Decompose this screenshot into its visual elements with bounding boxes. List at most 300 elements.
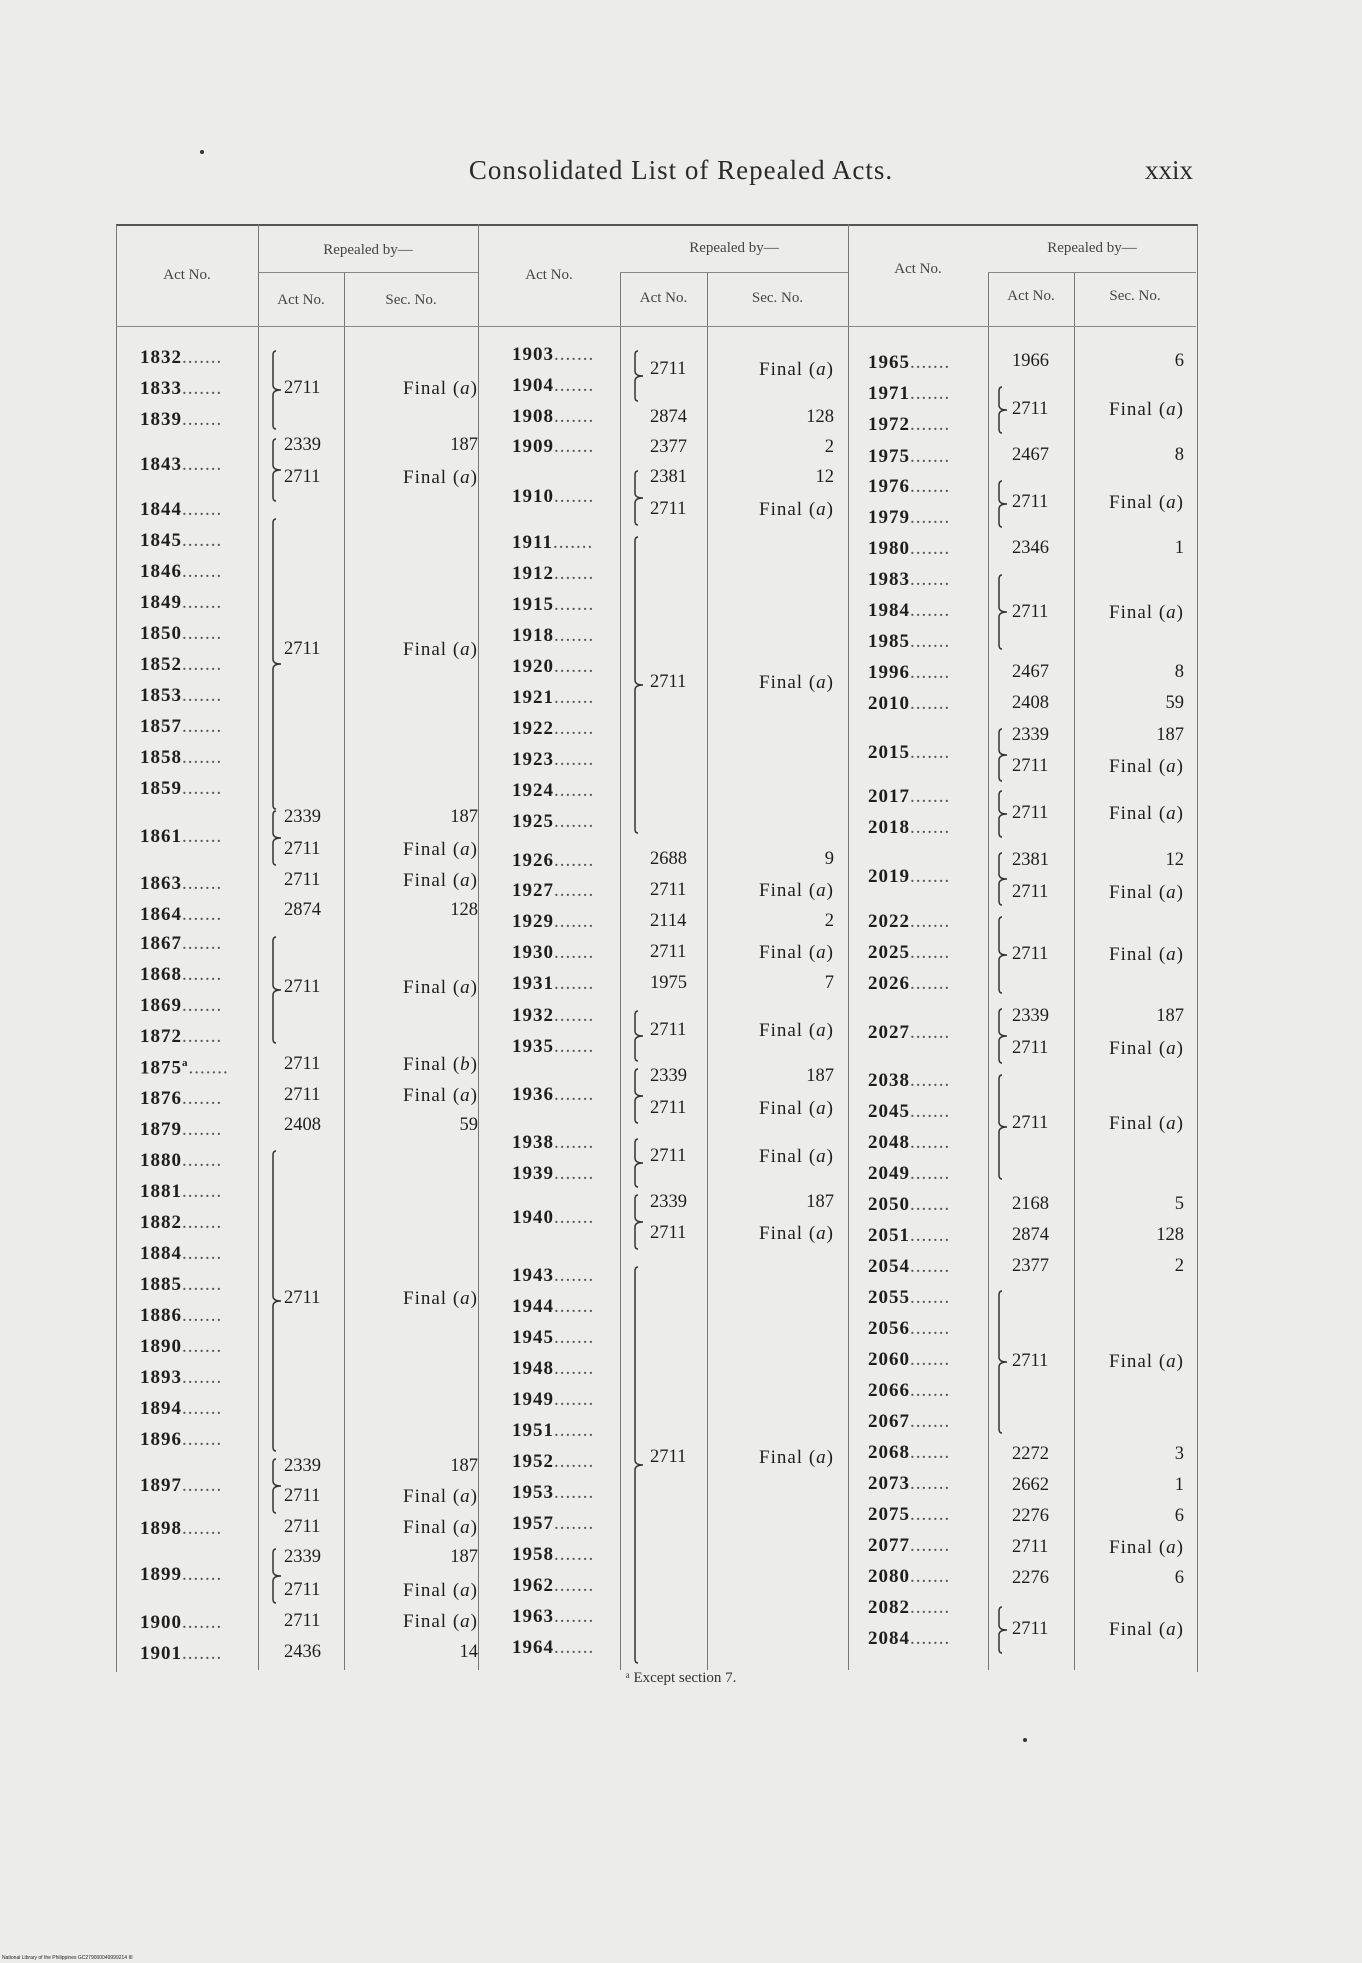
act-number-text: 1896: [140, 1429, 182, 1450]
final-label: Final (: [1109, 944, 1167, 965]
act-number-text: 1861: [140, 826, 182, 847]
repealing-act-number: 2339: [1012, 725, 1049, 745]
act-number: [868, 867, 950, 886]
act-number-text: 2084: [868, 1628, 910, 1649]
section-number: [1109, 493, 1184, 512]
section-number: [403, 1487, 478, 1506]
act-number-text: 1929: [512, 911, 554, 932]
section-number: 8: [1174, 445, 1184, 465]
act-number: [512, 1483, 594, 1502]
header-repealed-by: Repealed by—: [323, 242, 413, 258]
act-number: [512, 1638, 594, 1657]
final-letter: a: [1166, 1619, 1177, 1640]
section-number: 187: [1156, 725, 1184, 745]
repealing-act-number: 2711: [1012, 1351, 1049, 1371]
grouping-brace: [272, 438, 284, 502]
repealing-act-number: 2711: [284, 639, 321, 659]
act-number: [140, 779, 222, 798]
act-number: [868, 1226, 950, 1245]
repealing-act-number: 2339: [284, 807, 321, 827]
act-number-text: 1853: [140, 685, 182, 706]
act-number: [512, 437, 594, 456]
grouping-brace: [272, 936, 284, 1044]
leader-dots: .......: [554, 973, 595, 994]
repealing-act-number: 2168: [1012, 1194, 1049, 1214]
repealing-act-number: 2711: [1012, 399, 1049, 419]
leader-dots: .......: [182, 1564, 223, 1585]
act-number: [140, 1213, 222, 1232]
act-number-text: 2066: [868, 1380, 910, 1401]
act-number: [512, 943, 594, 962]
act-number: [512, 345, 594, 364]
leader-dots: .......: [910, 1163, 951, 1184]
footnote: ᵃ Except section 7.: [625, 1670, 737, 1686]
repealing-act-number: 2711: [650, 880, 687, 900]
act-number-text: 1868: [140, 964, 182, 985]
leader-dots: .......: [554, 625, 595, 646]
act-number: [868, 1412, 950, 1431]
repealing-act-number: 2711: [650, 942, 687, 962]
section-number: [403, 379, 478, 398]
repealing-act-number: 2711: [284, 870, 321, 890]
leader-dots: .......: [910, 1566, 951, 1587]
act-number-text: 1867: [140, 933, 182, 954]
leader-dots: .......: [910, 414, 951, 435]
section-number: 59: [1165, 693, 1184, 713]
header-act-no: Act No.: [163, 267, 211, 283]
grouping-brace: [998, 790, 1010, 838]
repealing-act-number: 2711: [650, 359, 687, 379]
section-number: [1109, 1114, 1184, 1133]
act-number: [140, 531, 222, 550]
act-number: [868, 1350, 950, 1369]
page-number: xxix: [1145, 155, 1194, 185]
section-number: [403, 1055, 478, 1074]
act-number: [140, 455, 222, 474]
act-number-text: 1875: [140, 1057, 182, 1079]
repealing-act-number: 2874: [650, 407, 687, 427]
act-number-text: 2068: [868, 1442, 910, 1463]
section-number: [1109, 1620, 1184, 1639]
final-close: ): [470, 1085, 478, 1106]
final-label: Final (: [403, 1517, 461, 1538]
header-ref-act-no: Act No.: [639, 290, 688, 306]
repealing-act-number: 2711: [284, 1517, 321, 1537]
grouping-brace: [998, 1606, 1010, 1654]
section-number: [759, 1147, 834, 1166]
column-rule: [344, 272, 345, 1670]
act-number-text: 1983: [868, 569, 910, 590]
section-number: [759, 360, 834, 379]
act-number-text: 2067: [868, 1411, 910, 1432]
act-number-text: 1951: [512, 1420, 554, 1441]
grouping-brace: [998, 916, 1010, 994]
final-letter: a: [1166, 1038, 1177, 1059]
final-close: ): [826, 1447, 834, 1468]
act-number: [512, 851, 594, 870]
act-number-text: 1890: [140, 1336, 182, 1357]
leader-dots: .......: [554, 1296, 595, 1317]
section-number: 5: [1174, 1194, 1184, 1214]
act-number-text: 2051: [868, 1225, 910, 1246]
act-number-text: 1945: [512, 1327, 554, 1348]
grouping-brace: [634, 1010, 646, 1062]
final-label: Final (: [759, 942, 817, 963]
act-number-text: 2048: [868, 1132, 910, 1153]
final-letter: a: [1166, 1113, 1177, 1134]
leader-dots: .......: [182, 1336, 223, 1357]
act-number-text: 1931: [512, 973, 554, 994]
act-number: [140, 562, 222, 581]
act-number-text: 2018: [868, 817, 910, 838]
act-number-text: 2075: [868, 1504, 910, 1525]
repealing-act-number: 2467: [1012, 662, 1049, 682]
repealing-act-number: 2339: [650, 1192, 687, 1212]
section-number: [759, 673, 834, 692]
act-number: [140, 655, 222, 674]
section-number: [759, 1099, 834, 1118]
act-number: [140, 1182, 222, 1201]
final-close: ): [470, 378, 478, 399]
section-number: [759, 881, 834, 900]
section-number: 12: [1165, 850, 1184, 870]
section-number: [1109, 804, 1184, 823]
final-close: ): [470, 1486, 478, 1507]
act-number-text: 2080: [868, 1566, 910, 1587]
leader-dots: .......: [910, 1132, 951, 1153]
act-number-text: 2056: [868, 1318, 910, 1339]
act-number-text: 1876: [140, 1088, 182, 1109]
leader-dots: .......: [910, 1070, 951, 1091]
act-number-text: 1879: [140, 1119, 182, 1140]
act-number-text: 1924: [512, 780, 554, 801]
leader-dots: .......: [182, 685, 223, 706]
final-label: Final (: [1109, 602, 1167, 623]
leader-dots: .......: [182, 454, 223, 475]
act-number-text: 1952: [512, 1451, 554, 1472]
act-number-text: 1935: [512, 1036, 554, 1057]
act-number: [868, 1164, 950, 1183]
final-label: Final (: [403, 977, 461, 998]
column-rule: [258, 224, 259, 1670]
act-number: [140, 348, 222, 367]
section-number: [403, 1612, 478, 1631]
final-label: Final (: [403, 1611, 461, 1632]
section-number: 1: [1174, 1475, 1184, 1495]
leader-dots: .......: [182, 1088, 223, 1109]
act-number: [868, 818, 950, 837]
final-label: Final (: [403, 1580, 461, 1601]
leader-dots: .......: [554, 656, 595, 677]
final-label: Final (: [759, 359, 817, 380]
repealing-act-number: 2711: [650, 1447, 687, 1467]
act-number-text: 2017: [868, 786, 910, 807]
leader-dots: .......: [182, 1475, 223, 1496]
leader-dots: .......: [182, 1181, 223, 1202]
act-number-text: 1971: [868, 383, 910, 404]
final-letter: a: [1166, 1537, 1177, 1558]
act-number: [140, 686, 222, 705]
leader-dots: .......: [182, 1212, 223, 1233]
header-sec-no: Sec. No.: [751, 290, 804, 306]
act-number-text: 1857: [140, 716, 182, 737]
section-number: 2: [1174, 1256, 1184, 1276]
final-label: Final (: [1109, 756, 1167, 777]
repealing-act-number: 2711: [284, 1085, 321, 1105]
final-label: Final (: [403, 1288, 461, 1309]
final-letter: a: [460, 1517, 471, 1538]
leader-dots: .......: [182, 347, 223, 368]
section-number: [1109, 603, 1184, 622]
act-number-text: 1884: [140, 1243, 182, 1264]
grouping-brace: [272, 1548, 284, 1604]
act-number: [140, 934, 222, 953]
act-number-text: 1864: [140, 904, 182, 925]
act-number-text: 1923: [512, 749, 554, 770]
final-close: ): [1176, 399, 1184, 420]
section-number: 6: [1174, 351, 1184, 371]
act-number: [868, 663, 950, 682]
act-number: [140, 1089, 222, 1108]
grouping-brace: [634, 1068, 646, 1124]
final-close: ): [1176, 1038, 1184, 1059]
repealing-act-number: 2711: [284, 1054, 321, 1074]
leader-dots: .......: [188, 1057, 229, 1079]
repealing-act-number: 2408: [284, 1115, 321, 1135]
section-number: 187: [450, 1547, 478, 1567]
act-number-text: 2077: [868, 1535, 910, 1556]
act-number: [512, 376, 594, 395]
act-number-text: 2082: [868, 1597, 910, 1618]
final-close: ): [1176, 756, 1184, 777]
final-close: ): [1176, 1351, 1184, 1372]
repealing-act-number: 2711: [650, 672, 687, 692]
leader-dots: .......: [910, 693, 951, 714]
repealing-act-number: 2339: [284, 435, 321, 455]
final-label: Final (: [759, 1447, 817, 1468]
section-number: [759, 1448, 834, 1467]
leader-dots: .......: [182, 1274, 223, 1295]
final-letter: a: [816, 1020, 827, 1041]
act-number: [868, 601, 950, 620]
act-number-text: 1911: [512, 532, 553, 553]
leader-dots: .......: [910, 1256, 951, 1277]
act-number-text: 1921: [512, 687, 554, 708]
final-close: ): [826, 1020, 834, 1041]
leader-dots: .......: [910, 352, 951, 373]
repealing-act-number: 2711: [1012, 602, 1049, 622]
act-number-text: 2022: [868, 911, 910, 932]
final-close: ): [1176, 1619, 1184, 1640]
leader-dots: .......: [554, 780, 595, 801]
repealing-act-number: 2711: [650, 499, 687, 519]
final-close: ): [1176, 492, 1184, 513]
act-number-text: 1893: [140, 1367, 182, 1388]
final-close: ): [470, 977, 478, 998]
final-close: ): [1176, 1113, 1184, 1134]
act-number: [512, 564, 594, 583]
act-number: [868, 1567, 950, 1586]
final-label: Final (: [759, 880, 817, 901]
leader-dots: .......: [910, 742, 951, 763]
leader-dots: .......: [554, 344, 595, 365]
leader-dots: .......: [554, 811, 595, 832]
leader-dots: .......: [910, 1442, 951, 1463]
final-letter: a: [816, 880, 827, 901]
section-number: [403, 1086, 478, 1105]
leader-dots: .......: [182, 1026, 223, 1047]
act-number-text: 1932: [512, 1005, 554, 1026]
final-label: Final (: [1109, 882, 1167, 903]
leader-dots: .......: [182, 933, 223, 954]
act-number: [140, 1476, 222, 1495]
act-number: [868, 384, 950, 403]
act-number: [140, 500, 222, 519]
act-number: [512, 1545, 594, 1564]
act-number: [140, 379, 222, 398]
repealing-act-number: 2381: [650, 467, 687, 487]
act-number: [512, 912, 594, 931]
leader-dots: .......: [554, 1358, 595, 1379]
header-repealed-by: Repealed by—: [689, 240, 779, 256]
act-number: [140, 827, 222, 846]
repealing-act-number: 2711: [1012, 492, 1049, 512]
final-label: Final (: [1109, 1619, 1167, 1640]
repealing-act-number: 2711: [284, 839, 321, 859]
repealing-act-number: 2711: [1012, 1038, 1049, 1058]
act-number-text: 1925: [512, 811, 554, 832]
act-number: [140, 748, 222, 767]
act-number: [512, 1359, 594, 1378]
leader-dots: .......: [554, 1163, 595, 1184]
act-number-text: 2027: [868, 1022, 910, 1043]
act-number-text: 2019: [868, 866, 910, 887]
final-letter: a: [460, 1085, 471, 1106]
repealing-act-number: 2711: [1012, 882, 1049, 902]
act-number-text: 1894: [140, 1398, 182, 1419]
act-number: [868, 1598, 950, 1617]
header-act-no: Act No.: [894, 261, 942, 277]
act-number-text: 2026: [868, 973, 910, 994]
section-number: 128: [1156, 1225, 1184, 1245]
leader-dots: .......: [910, 1287, 951, 1308]
repealing-act-number: 2381: [1012, 850, 1049, 870]
leader-dots: .......: [182, 499, 223, 520]
leader-dots: .......: [910, 1225, 951, 1246]
leader-dots: .......: [554, 1265, 595, 1286]
act-number-text: 1903: [512, 344, 554, 365]
act-number: [512, 719, 594, 738]
act-number: [512, 812, 594, 831]
section-number: [403, 468, 478, 487]
repealing-act-number: 2114: [650, 911, 687, 931]
repealing-act-number: 2711: [1012, 944, 1049, 964]
leader-dots: .......: [182, 1305, 223, 1326]
act-number: [140, 965, 222, 984]
leader-dots: .......: [554, 1451, 595, 1472]
act-number-text: 1920: [512, 656, 554, 677]
repealing-act-number: 2711: [284, 977, 321, 997]
leader-dots: .......: [182, 530, 223, 551]
act-number: [140, 624, 222, 643]
section-number: 187: [806, 1066, 834, 1086]
act-number-text: 2045: [868, 1101, 910, 1122]
act-number: [140, 996, 222, 1015]
leader-dots: .......: [910, 973, 951, 994]
section-number: [759, 943, 834, 962]
final-close: ): [470, 870, 478, 891]
leader-dots: .......: [554, 375, 595, 396]
grouping-brace: [272, 1458, 284, 1514]
final-label: Final (: [403, 467, 461, 488]
leader-dots: .......: [554, 911, 595, 932]
act-number-text: 1909: [512, 436, 554, 457]
grouping-brace: [634, 1194, 646, 1250]
repealing-act-number: 2874: [1012, 1225, 1049, 1245]
act-number: [140, 1244, 222, 1263]
section-number: 187: [450, 807, 478, 827]
act-number: [868, 743, 950, 762]
act-number: [868, 1195, 950, 1214]
act-number: [868, 1288, 950, 1307]
leader-dots: .......: [182, 778, 223, 799]
repealing-act-number: 1975: [650, 973, 687, 993]
act-number-text: 1985: [868, 631, 910, 652]
act-number-text: 2038: [868, 1070, 910, 1091]
act-number-text: 1849: [140, 592, 182, 613]
repealing-act-number: 2339: [1012, 1006, 1049, 1026]
act-number: [868, 1102, 950, 1121]
leader-dots: .......: [910, 1194, 951, 1215]
repealing-act-number: 2377: [1012, 1256, 1049, 1276]
repealing-act-number: 2711: [650, 1020, 687, 1040]
final-close: ): [826, 942, 834, 963]
leader-dots: .......: [182, 1367, 223, 1388]
final-letter: a: [1166, 756, 1177, 777]
section-number: 128: [450, 900, 478, 920]
section-number: [1109, 757, 1184, 776]
final-letter: a: [1166, 882, 1177, 903]
leader-dots: .......: [182, 409, 223, 430]
final-label: Final (: [759, 1223, 817, 1244]
final-close: ): [470, 1580, 478, 1601]
repealing-act-number: 2339: [284, 1547, 321, 1567]
final-close: ): [826, 359, 834, 380]
final-close: ): [826, 1146, 834, 1167]
final-label: Final (: [1109, 803, 1167, 824]
final-letter: a: [816, 499, 827, 520]
act-number: [512, 1390, 594, 1409]
section-number: 6: [1174, 1506, 1184, 1526]
final-label: Final (: [403, 1085, 461, 1106]
act-number-text: 1940: [512, 1207, 554, 1228]
repealing-act-number: 2662: [1012, 1475, 1049, 1495]
act-number: [140, 905, 222, 924]
act-number: [512, 974, 594, 993]
leader-dots: .......: [182, 1518, 223, 1539]
act-number: [512, 1297, 594, 1316]
final-label: Final (: [1109, 1113, 1167, 1134]
act-number-text: 1901: [140, 1643, 182, 1664]
final-letter: a: [460, 467, 471, 488]
section-number: 6: [1174, 1568, 1184, 1588]
repealing-act-number: 2276: [1012, 1506, 1049, 1526]
final-label: Final (: [759, 1020, 817, 1041]
act-number: [140, 1644, 222, 1663]
repealing-act-number: 2272: [1012, 1444, 1049, 1464]
leader-dots: .......: [554, 850, 595, 871]
final-label: Final (: [403, 1054, 461, 1075]
